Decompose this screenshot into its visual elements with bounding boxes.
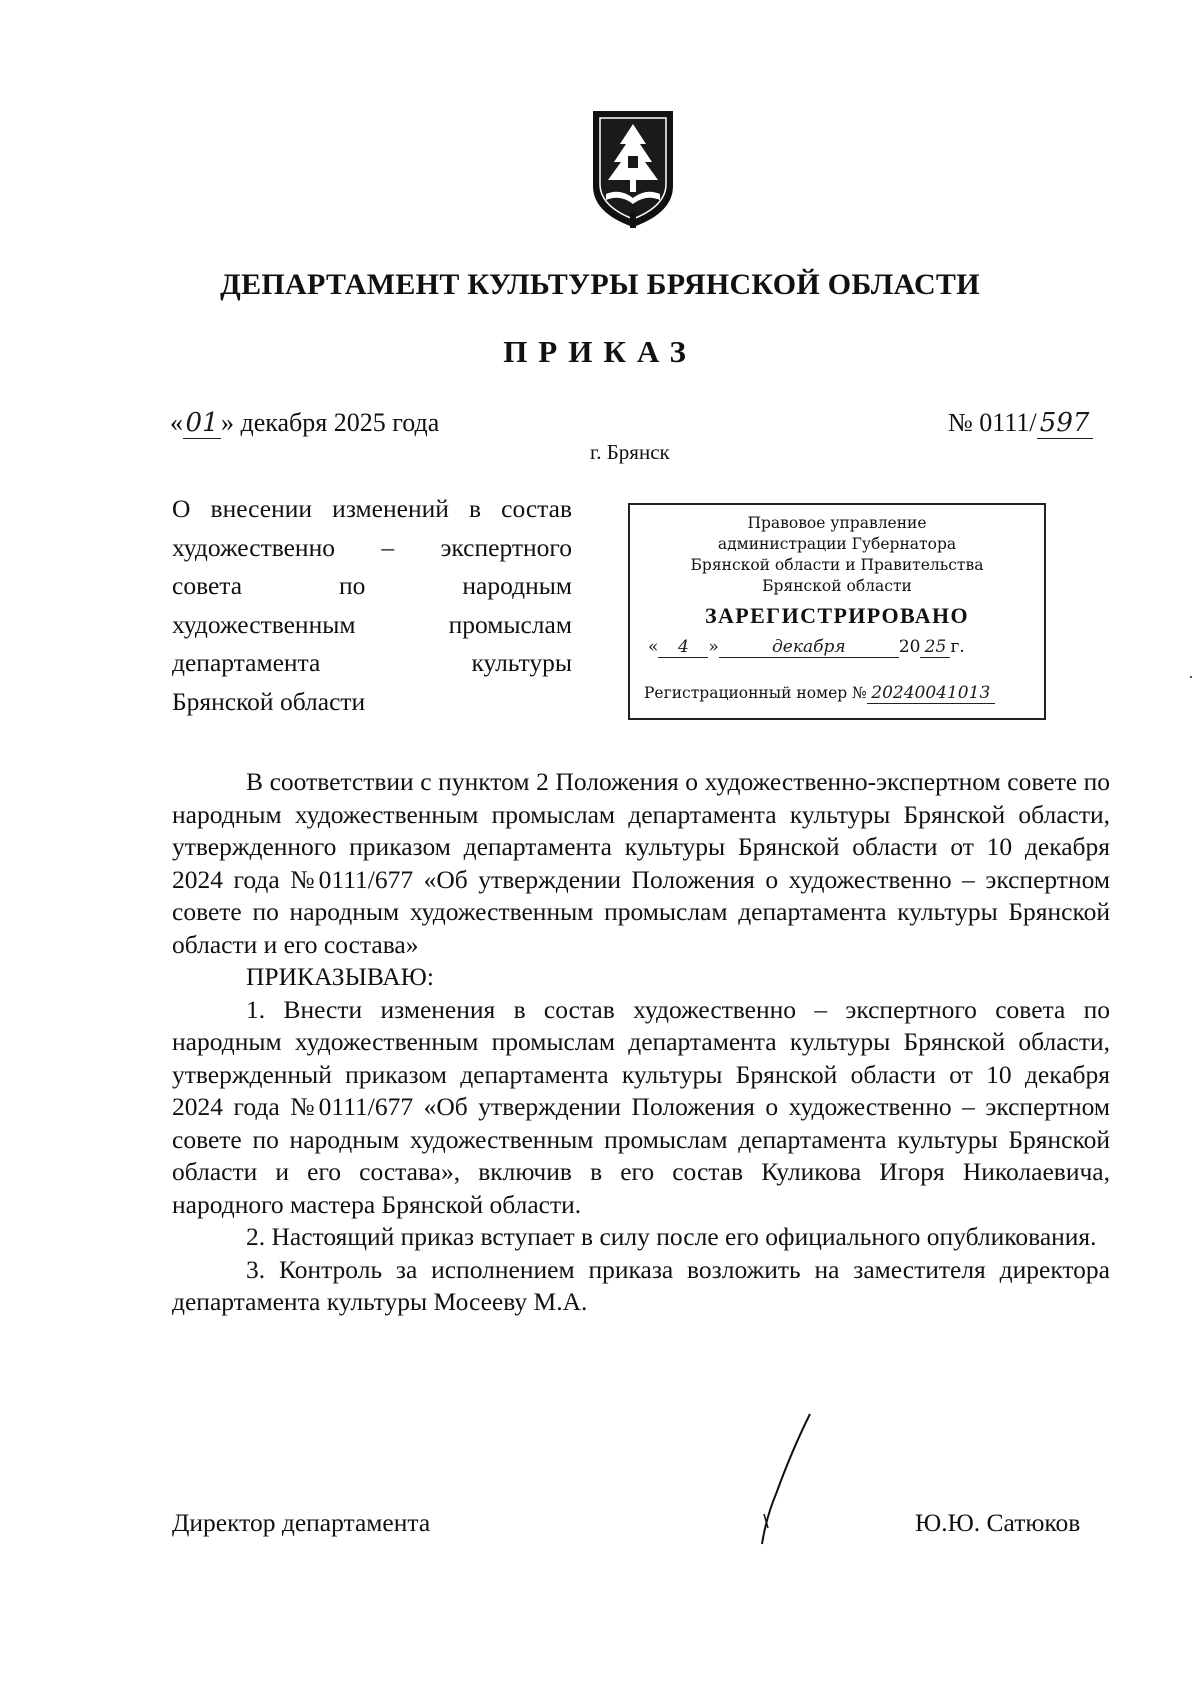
coat-of-arms-emblem: [590, 108, 676, 230]
order-date: [170, 408, 439, 439]
subject-word: по: [339, 571, 366, 600]
scan-artifact: [1190, 676, 1192, 678]
city-name: г. Брянск: [590, 440, 670, 464]
subject-word: департамента: [172, 648, 321, 677]
subject-line: [172, 490, 572, 529]
order-number-handwritten: 597: [1037, 408, 1093, 439]
subject-line: [172, 606, 572, 645]
date-quote-close: »: [221, 408, 234, 437]
order-body: [172, 766, 1110, 1319]
subject-line: [172, 683, 572, 722]
subject-word: народным: [462, 571, 572, 600]
stamp-year-prefix: 20: [898, 637, 921, 657]
subject-word: –: [381, 532, 395, 562]
order-word: ПРИКАЗЫВАЮ:: [246, 962, 434, 991]
stamp-date-month: декабря: [719, 637, 899, 658]
handwritten-signature: [740, 1410, 820, 1550]
date-quote-open: «: [170, 408, 183, 437]
signatory-name: Ю.Ю. Сатюков: [915, 1508, 1081, 1537]
stamp-line-3: Брянской области и Правительства: [690, 556, 984, 574]
order-number: [948, 408, 1093, 439]
registration-stamp: [628, 503, 1046, 720]
signatory-position: Директор департамента: [172, 1508, 431, 1537]
subject-word: художественно: [172, 532, 335, 562]
stamp-date-day: 4: [658, 637, 708, 658]
subject-line: [172, 644, 572, 683]
subject-word: совета: [172, 571, 243, 600]
date-day-handwritten: 01: [183, 408, 221, 439]
subject-word: О: [172, 494, 191, 523]
stamp-regnum-label: Регистрационный номер №: [644, 684, 867, 702]
stamp-line-2: администрации Губернатора: [717, 535, 957, 553]
subject-line: [172, 529, 572, 568]
subject-word: состав: [501, 494, 572, 523]
order-item-2: 2. Настоящий приказ вступает в силу после его официального опубликования.: [246, 1222, 1097, 1251]
stamp-date-quote-open: «: [648, 637, 659, 657]
subject-word: изменений: [332, 494, 449, 523]
order-item-1: 1. Внести изменения в состав художественно – экспертного совета по народным художественным промыслам департамента культуры Брянской области, утвержденный приказом департамента культуры Брянской области от 10 декабря 2024 года №0111/677 «Об утверждении Положения о художественно – экспертном совете по народным художественным промыслам департамента культуры Брянской области и его состава», включив в его состав Куликова Игоря Николаевича, народного мастера Брянской области.: [172, 994, 1110, 1219]
stamp-date-quote-close: »: [708, 637, 719, 657]
subject-word: культуры: [471, 648, 572, 677]
subject-word: экспертного: [440, 532, 572, 562]
subject-word: в: [469, 494, 482, 523]
stamp-year-end: г.: [950, 637, 965, 657]
stamp-year-suffix: 25: [920, 637, 950, 658]
subject-line: [172, 567, 572, 606]
stamp-line-1: Правовое управление: [747, 514, 927, 532]
document-type-title: ПРИКАЗ: [503, 334, 697, 369]
date-month-year: декабря 2025 года: [240, 408, 440, 437]
stamp-date: [648, 637, 1030, 658]
preamble-paragraph: В соответствии с пунктом 2 Положения о художественно-экспертном совете по народным художественным промыслам департамента культуры Брянской области, утвержденного приказом департамента культуры Брянской области от 10 декабря 2024 года №0111/677 «Об утверждении Положения о художественно – экспертном совете по народным художественным промыслам департамента культуры Брянской области и его состава»: [172, 767, 1110, 959]
order-item-3: 3. Контроль за исполнением приказа возложить на заместителя директора департамента культуры Мосееву М.А.: [172, 1254, 1110, 1316]
subject-word: Брянской области: [172, 686, 366, 716]
subject-word: внесении: [210, 494, 313, 523]
order-number-prefix: № 0111/: [948, 408, 1037, 437]
stamp-registration-number: [644, 683, 995, 704]
stamp-registered-label: ЗАРЕГИСТРИРОВАНО: [704, 603, 970, 628]
department-title: ДЕПАРТАМЕНТ КУЛЬТУРЫ БРЯНСКОЙ ОБЛАСТИ: [220, 268, 980, 301]
stamp-regnum-value: 20240041013: [867, 683, 995, 704]
subject-word: художественным: [172, 609, 356, 639]
order-subject: [172, 490, 572, 721]
stamp-line-4: Брянской области: [762, 577, 912, 595]
subject-word: промыслам: [448, 609, 572, 639]
